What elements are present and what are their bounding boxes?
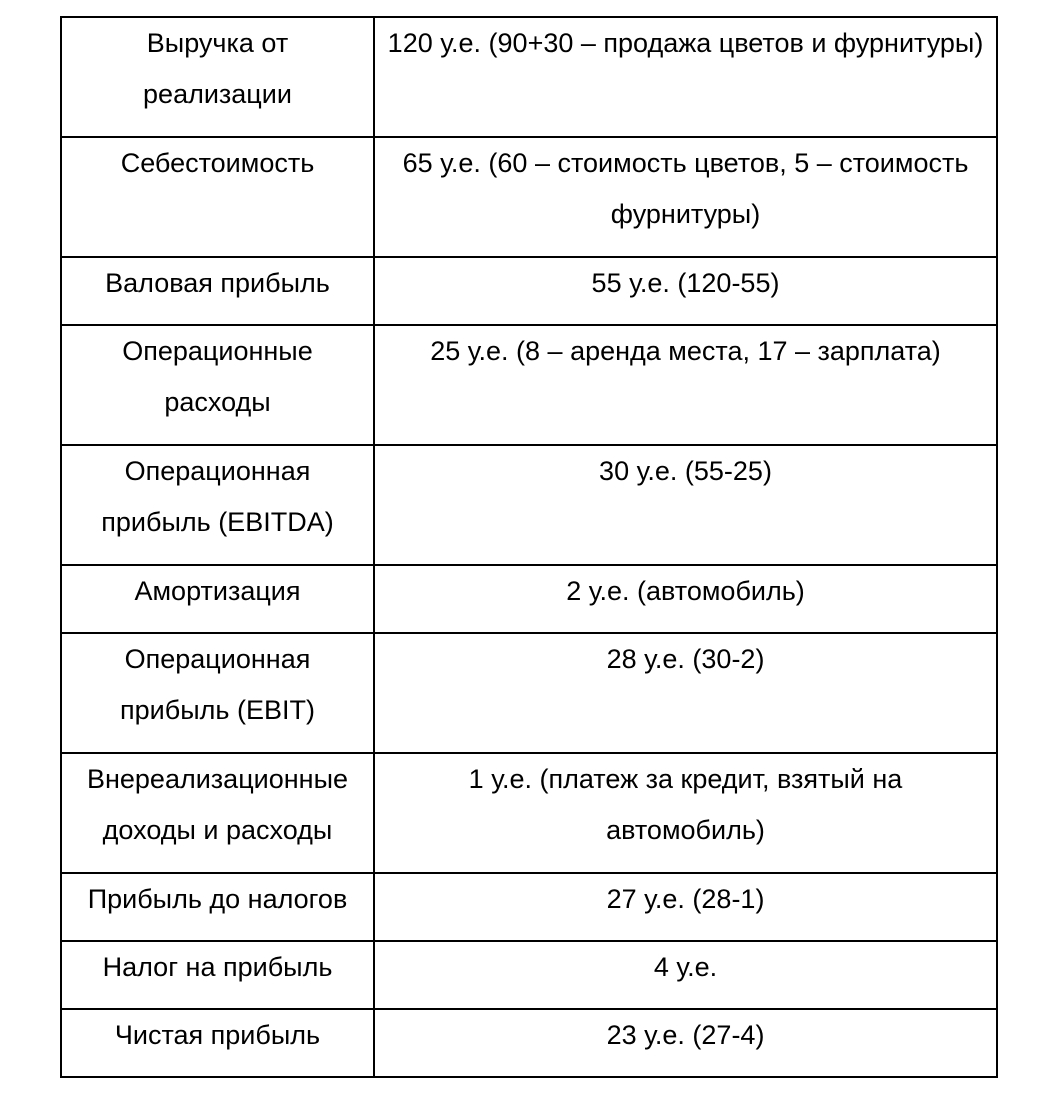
row-label-cell: [61, 873, 374, 941]
profit-loss-table: [60, 16, 998, 1078]
row-label: Операционная прибыль (EBIT): [120, 644, 315, 725]
row-value-cell: [374, 257, 997, 325]
row-value: 30 у.е. (55-25): [599, 456, 772, 486]
table-row: [61, 941, 997, 1009]
row-value: 55 у.е. (120-55): [591, 268, 780, 298]
row-value-cell: [374, 941, 997, 1009]
row-label-cell: [61, 565, 374, 633]
row-label-cell: [61, 17, 374, 137]
row-label: Операционная прибыль (EBITDA): [101, 456, 334, 537]
row-value-cell: [374, 445, 997, 565]
row-value: 25 у.е. (8 – аренда места, 17 – зарплата): [430, 336, 941, 366]
row-value: 65 у.е. (60 – стоимость цветов, 5 – стоимость фурнитуры): [402, 148, 969, 229]
row-value: 23 у.е. (27-4): [606, 1020, 765, 1050]
table-row: [61, 873, 997, 941]
row-label: Валовая прибыль: [105, 268, 330, 298]
row-label: Выручка от реализации: [143, 28, 292, 109]
table-row: [61, 137, 997, 257]
row-label-cell: [61, 257, 374, 325]
table-row: [61, 325, 997, 445]
row-value: 28 у.е. (30-2): [606, 644, 765, 674]
row-value-cell: [374, 1009, 997, 1077]
row-label: Операционные расходы: [122, 336, 313, 417]
row-value: 120 у.е. (90+30 – продажа цветов и фурнитуры): [387, 28, 984, 58]
row-label: Налог на прибыль: [102, 952, 333, 982]
row-label-cell: [61, 1009, 374, 1077]
row-label-cell: [61, 753, 374, 873]
row-label: Прибыль до налогов: [87, 884, 348, 914]
row-label-cell: [61, 633, 374, 753]
table-row: [61, 1009, 997, 1077]
table-row: [61, 753, 997, 873]
row-value-cell: [374, 137, 997, 257]
row-value-cell: [374, 753, 997, 873]
table-row: [61, 565, 997, 633]
table-row: [61, 633, 997, 753]
row-label: Себестоимость: [120, 148, 315, 178]
row-value: 27 у.е. (28-1): [606, 884, 765, 914]
row-value-cell: [374, 17, 997, 137]
row-label-cell: [61, 941, 374, 1009]
row-label: Амортизация: [134, 576, 301, 606]
row-value: 4 у.е.: [653, 952, 718, 982]
table-row: [61, 17, 997, 137]
row-label: Внереализационные доходы и расходы: [86, 764, 349, 845]
table-row: [61, 257, 997, 325]
row-label: Чистая прибыль: [114, 1020, 321, 1050]
row-value: 2 у.е. (автомобиль): [566, 576, 805, 606]
row-label-cell: [61, 325, 374, 445]
row-label-cell: [61, 445, 374, 565]
row-value-cell: [374, 565, 997, 633]
row-value-cell: [374, 873, 997, 941]
row-label-cell: [61, 137, 374, 257]
row-value-cell: [374, 325, 997, 445]
table-row: [61, 445, 997, 565]
row-value: 1 у.е. (платеж за кредит, взятый на автомобиль): [468, 764, 903, 845]
row-value-cell: [374, 633, 997, 753]
